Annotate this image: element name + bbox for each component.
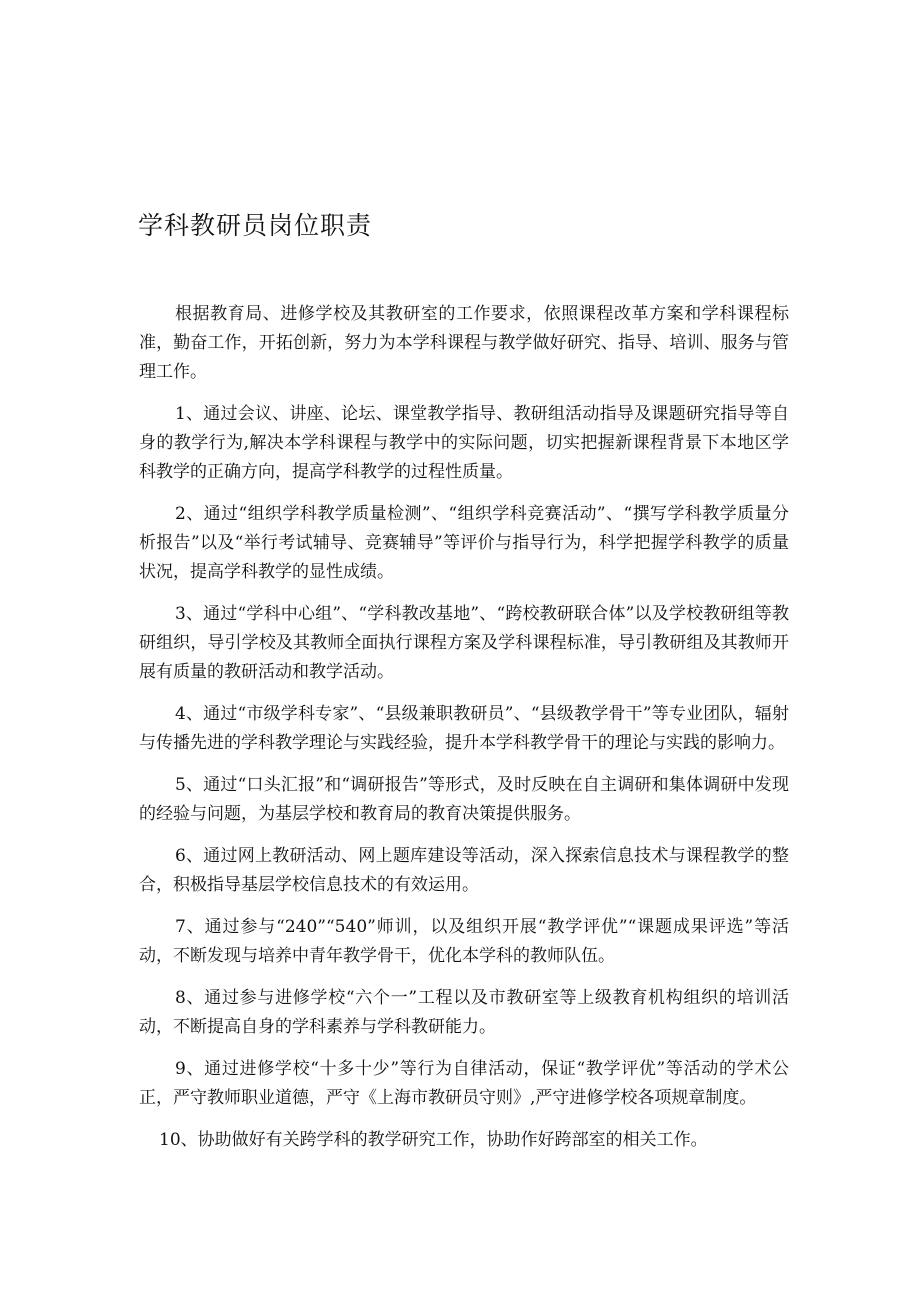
duty-paragraph-3: 3、通过“学科中心组”、“学科教改基地”、“跨校教研联合体”以及学校教研组等教研组织，导引学校及其教师全面执行课程方案及学科课程标准，导引教研组及其教师开展有质量的教研活动和教学活动。 bbox=[139, 604, 789, 682]
document-body bbox=[139, 300, 789, 1168]
duty-paragraph-6: 6、通过网上教研活动、网上题库建设等活动，深入探索信息技术与课程教学的整合，积极指导基层学校信息技术的有效运用。 bbox=[139, 846, 789, 895]
document-title: 学科教研员岗位职责 bbox=[138, 211, 373, 240]
duty-paragraph-4: 4、通过“市级学科专家”、“县级兼职教研员”、“县级教学骨干”等专业团队，辐射与传播先进的学科教学理论与实践经验，提升本学科教学骨干的理论与实践的影响力。 bbox=[139, 704, 789, 753]
duty-paragraph-7: 7、通过参与“240”“540”师训，以及组织开展“教学评优”“课题成果评选”等活动，不断发现与培养中青年教学骨干，优化本学科的教师队伍。 bbox=[139, 917, 789, 966]
duty-paragraph-10: 10、协助做好有关跨学科的教学研究工作，协助作好跨部室的相关工作。 bbox=[159, 1130, 708, 1150]
duty-paragraph-2: 2、通过“组织学科教学质量检测”、“组织学科竞赛活动”、“撰写学科教学质量分析报告”以及“举行考试辅导、竞赛辅导”等评价与指导行为，科学把握学科教学的质量状况，提高学科教学的显性成绩。 bbox=[139, 504, 789, 582]
intro-paragraph: 根据教育局、进修学校及其教研室的工作要求，依照课程改革方案和学科课程标准，勤奋工作，开拓创新，努力为本学科课程与教学做好研究、指导、培训、服务与管理工作。 bbox=[139, 304, 789, 382]
duty-paragraph-5: 5、通过“口头汇报”和“调研报告”等形式，及时反映在自主调研和集体调研中发现的经验与问题，为基层学校和教育局的教育决策提供服务。 bbox=[139, 775, 789, 824]
duty-paragraph-8: 8、通过参与进修学校“六个一”工程以及市教研室等上级教育机构组织的培训活动，不断提高自身的学科素养与学科教研能力。 bbox=[139, 988, 789, 1037]
duty-paragraph-9: 9、通过进修学校“十多十少”等行为自律活动，保证“教学评优”等活动的学术公正，严守教师职业道德，严守《上海市教研员守则》,严守进修学校各项规章制度。 bbox=[139, 1059, 789, 1108]
duty-paragraph-1: 1、通过会议、讲座、论坛、课堂教学指导、教研组活动指导及课题研究指导等自身的教学行为,解决本学科课程与教学中的实际问题，切实把握新课程背景下本地区学科教学的正确方向，提高学科教学的过程性质量。 bbox=[139, 404, 789, 482]
